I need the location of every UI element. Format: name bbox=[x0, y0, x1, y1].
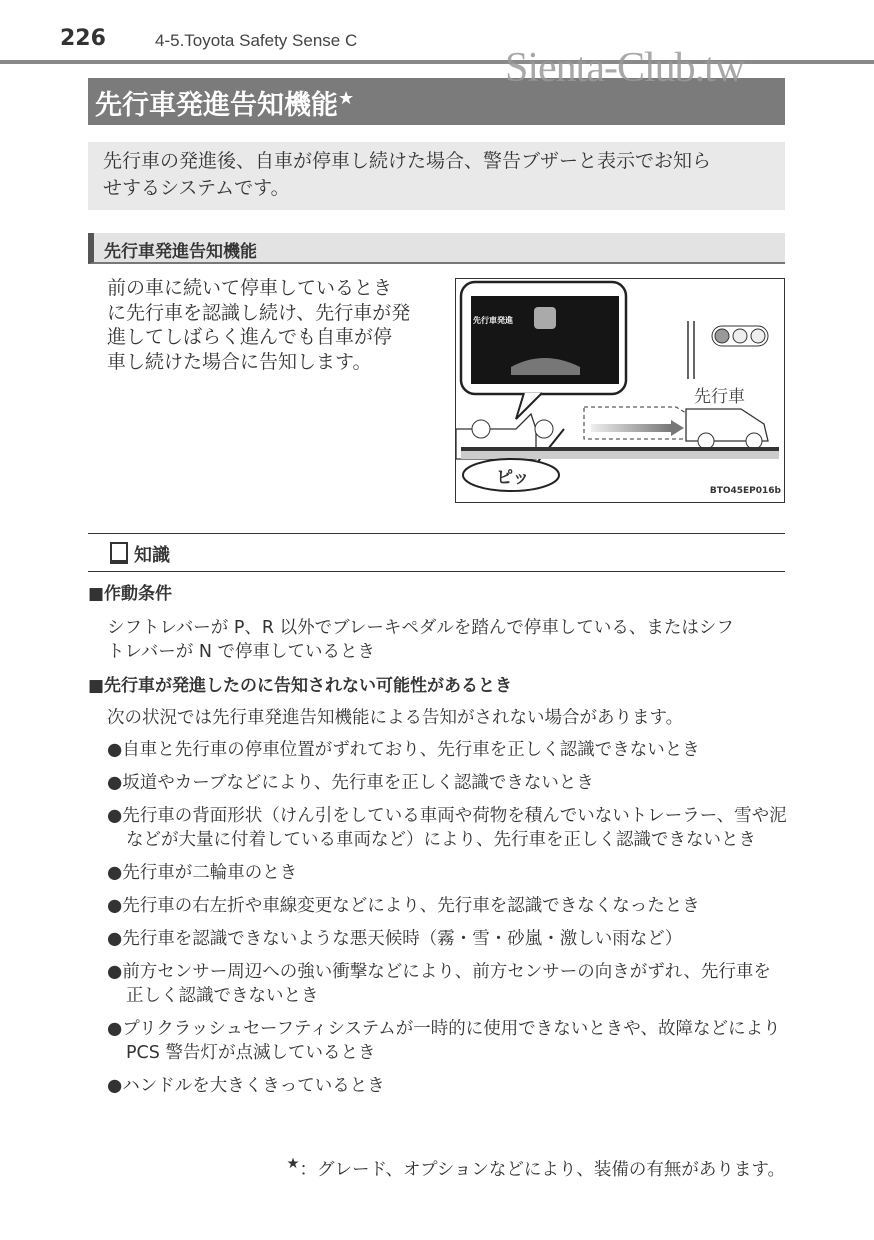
section-text bbox=[88, 616, 788, 664]
knowledge-section bbox=[88, 582, 788, 1098]
list-item: ●坂道やカーブなどにより、先行車を正しく認識できないとき bbox=[107, 773, 594, 793]
knowledge-title: 知識 bbox=[134, 545, 170, 566]
description-line: 前の車に続いて停車しているとき bbox=[107, 277, 393, 299]
section-text: 次の状況では先行車発進告知機能による告知がされない場合があります。 bbox=[107, 708, 684, 728]
list-item: ●前方センサー周辺への強い衝撃などにより、前方センサーの向きがずれ、先行車を正しく認識できないとき bbox=[107, 962, 771, 1006]
text-line: トレバーが N で停車しているとき bbox=[107, 642, 375, 662]
list-item: ●自車と先行車の停車位置がずれており、先行車を正しく認識できないとき bbox=[107, 740, 700, 760]
description bbox=[107, 276, 442, 374]
page-number: 226 bbox=[60, 26, 106, 51]
section-title: 4-5.Toyota Safety Sense C bbox=[155, 31, 358, 50]
sound-text: ピッ bbox=[496, 468, 530, 488]
watermark: Sienta-Club.tw bbox=[505, 45, 745, 91]
subheading: 先行車発進告知機能 bbox=[88, 233, 785, 264]
book-icon bbox=[110, 542, 128, 564]
motion-arrow bbox=[591, 424, 671, 432]
list-item: ●先行車の右左折や車線変更などにより、先行車を認識できなくなったとき bbox=[107, 896, 700, 916]
description-line: 進してしばらく進んでも自車が停 bbox=[107, 326, 393, 348]
star-icon: ★ bbox=[286, 1155, 300, 1172]
lead-car-label: 先行車 bbox=[694, 387, 745, 407]
title-text: 先行車発進告知機能 bbox=[95, 90, 338, 121]
section-heading: ■先行車が発進したのに告知されない可能性があるとき bbox=[88, 676, 513, 696]
figure-code: BTO45EP016b bbox=[709, 486, 781, 496]
footnote-text: ：グレード、オプションなどにより、装備の有無があります。 bbox=[299, 1159, 785, 1180]
intro-box bbox=[88, 142, 785, 210]
road bbox=[461, 447, 779, 451]
footnote bbox=[286, 1155, 785, 1181]
intro-line: せするシステムです。 bbox=[103, 177, 290, 199]
list-item: ●先行車を認識できないような悪天候時（霧・雪・砂嵐・激しい雨など） bbox=[107, 929, 683, 949]
description-line: 車し続けた場合に告知します。 bbox=[107, 350, 372, 373]
text-line: シフトレバーが P、R 以外でブレーキペダルを踏んで停車している、またはシフ bbox=[107, 618, 734, 638]
display-text: 先行車発進 bbox=[473, 316, 513, 325]
illustration bbox=[455, 278, 785, 503]
description-line: に先行車を認識し続け、先行車が発 bbox=[107, 301, 411, 324]
ghost-car bbox=[584, 407, 701, 439]
intro-line: 先行車の発進後、自車が停車し続けた場合、警告ブザーと表示でお知ら bbox=[103, 150, 712, 172]
list-item: ●ハンドルを大きくきっているとき bbox=[107, 1076, 385, 1096]
knowledge-header bbox=[88, 533, 785, 572]
section-heading: ■作動条件 bbox=[88, 584, 173, 604]
lead-car-icon bbox=[534, 307, 556, 329]
star-icon: ★ bbox=[338, 88, 355, 109]
list-item: ●先行車が二輪車のとき bbox=[107, 863, 298, 883]
list-item: ●先行車の背面形状（けん引をしている車両や荷物を積んでいないトレーラー、雪や泥などが大量に付着している車両など）により、先行車を正しく認識できないとき bbox=[107, 806, 787, 850]
list-item: ●プリクラッシュセーフティシステムが一時的に使用できないときや、故障などにより PCS 警告灯が点滅しているとき bbox=[107, 1019, 781, 1063]
